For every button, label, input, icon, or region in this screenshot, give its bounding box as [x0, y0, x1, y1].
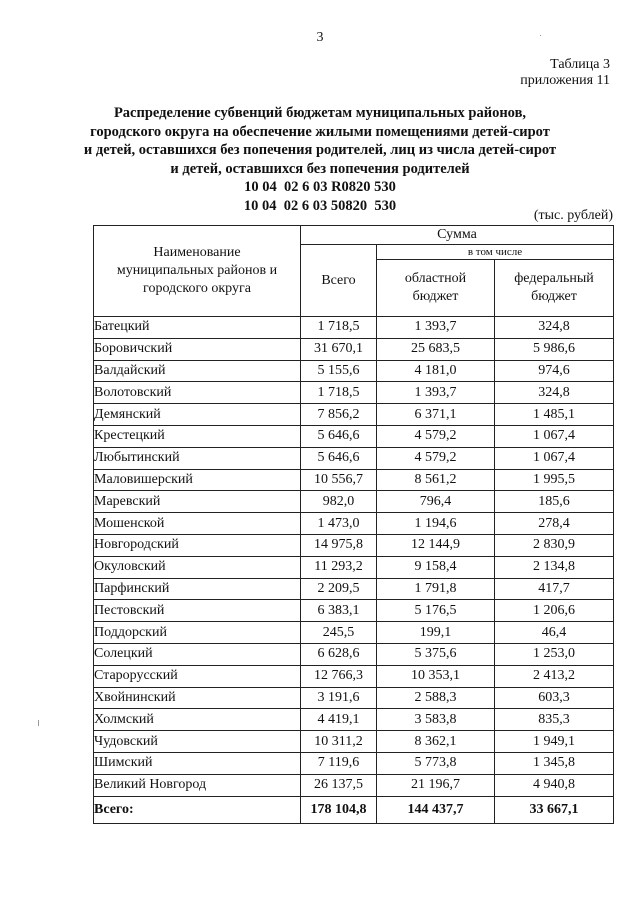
regional-amount: 25 683,5 — [377, 338, 495, 360]
header-name-line3: городского округа — [143, 281, 251, 296]
district-name: Хвойнинский — [94, 687, 301, 709]
district-name: Новгородский — [94, 534, 301, 556]
scan-mark — [38, 720, 39, 726]
total-row-sum: 178 104,8 — [301, 796, 377, 823]
district-name: Солецкий — [94, 643, 301, 665]
regional-amount: 4 579,2 — [377, 425, 495, 447]
district-name: Старорусский — [94, 665, 301, 687]
page-number: 3 — [316, 30, 324, 45]
table-row — [94, 774, 614, 796]
federal-amount: 835,3 — [495, 709, 614, 731]
federal-amount: 1 485,1 — [495, 404, 614, 426]
federal-amount: 4 940,8 — [495, 774, 614, 796]
federal-amount: 974,6 — [495, 360, 614, 382]
total-row-regional: 144 437,7 — [377, 796, 495, 823]
regional-amount: 6 371,1 — [377, 404, 495, 426]
federal-amount: 324,8 — [495, 382, 614, 404]
table-row — [94, 491, 614, 513]
total-amount: 1 718,5 — [301, 317, 377, 339]
federal-amount: 2 830,9 — [495, 534, 614, 556]
total-amount: 31 670,1 — [301, 338, 377, 360]
total-row — [94, 796, 614, 823]
table-row — [94, 469, 614, 491]
total-amount: 982,0 — [301, 491, 377, 513]
federal-amount: 1 067,4 — [495, 447, 614, 469]
header-regional-line1: областной — [404, 271, 467, 286]
regional-amount: 3 583,8 — [377, 709, 495, 731]
district-name: Парфинский — [94, 578, 301, 600]
regional-amount: 1 791,8 — [377, 578, 495, 600]
total-amount: 5 646,6 — [301, 447, 377, 469]
district-name: Поддорский — [94, 622, 301, 644]
regional-amount: 1 393,7 — [377, 382, 495, 404]
table-row — [94, 447, 614, 469]
federal-amount: 1 206,6 — [495, 600, 614, 622]
table-row — [94, 556, 614, 578]
header-federal-budget — [495, 260, 614, 317]
header-regional-line2: бюджет — [412, 289, 459, 304]
total-row-federal: 33 667,1 — [495, 796, 614, 823]
federal-amount: 1 253,0 — [495, 643, 614, 665]
title-line-2: городского округа на обеспечение жилыми помещениями детей-сирот — [90, 123, 550, 140]
table-row — [94, 665, 614, 687]
table-row — [94, 338, 614, 360]
scan-speck — [540, 35, 541, 36]
district-name: Крестецкий — [94, 425, 301, 447]
table-row — [94, 687, 614, 709]
document-title — [60, 104, 580, 215]
units-label: (тыс. рублей) — [533, 208, 613, 223]
subsidy-table — [93, 225, 614, 824]
header-name — [94, 226, 301, 317]
total-amount: 5 646,6 — [301, 425, 377, 447]
regional-amount: 1 194,6 — [377, 513, 495, 535]
federal-amount: 324,8 — [495, 317, 614, 339]
regional-amount: 2 588,3 — [377, 687, 495, 709]
district-name: Валдайский — [94, 360, 301, 382]
regional-amount: 796,4 — [377, 491, 495, 513]
regional-amount: 1 393,7 — [377, 317, 495, 339]
table-row — [94, 360, 614, 382]
table-row — [94, 622, 614, 644]
district-name: Маревский — [94, 491, 301, 513]
regional-amount: 5 375,6 — [377, 643, 495, 665]
title-line-1: Распределение субвенций бюджетам муниципальных районов, — [113, 105, 527, 121]
table-row — [94, 425, 614, 447]
table-row — [94, 382, 614, 404]
table-row — [94, 513, 614, 535]
district-name: Демянский — [94, 404, 301, 426]
table-row — [94, 600, 614, 622]
table-ref-line1: Таблица 3 — [550, 57, 610, 72]
header-sum: Сумма — [301, 226, 614, 245]
table-row — [94, 709, 614, 731]
title-line-4: и детей, оставшихся без попечения родителей — [170, 160, 470, 177]
total-amount: 6 383,1 — [301, 600, 377, 622]
total-amount: 26 137,5 — [301, 774, 377, 796]
regional-amount: 8 362,1 — [377, 731, 495, 753]
federal-amount: 2 134,8 — [495, 556, 614, 578]
table-row — [94, 752, 614, 774]
header-name-line2: муниципальных районов и — [116, 263, 278, 278]
regional-amount: 199,1 — [377, 622, 495, 644]
table-row — [94, 643, 614, 665]
header-federal-line1: федеральный — [514, 271, 594, 286]
table-ref-line2: приложения 11 — [520, 73, 610, 88]
total-amount: 5 155,6 — [301, 360, 377, 382]
total-amount: 10 311,2 — [301, 731, 377, 753]
header-federal-line2: бюджет — [531, 289, 577, 304]
title-line-3: и детей, оставшихся без попечения родителей, лиц из числа детей-сирот — [83, 142, 557, 158]
total-amount: 4 419,1 — [301, 709, 377, 731]
district-name: Пестовский — [94, 600, 301, 622]
federal-amount: 1 949,1 — [495, 731, 614, 753]
district-name: Холмский — [94, 709, 301, 731]
regional-amount: 21 196,7 — [377, 774, 495, 796]
table-row — [94, 404, 614, 426]
district-name: Шимский — [94, 752, 301, 774]
total-amount: 12 766,3 — [301, 665, 377, 687]
regional-amount: 5 773,8 — [377, 752, 495, 774]
table-row — [94, 317, 614, 339]
total-amount: 6 628,6 — [301, 643, 377, 665]
regional-amount: 12 144,9 — [377, 534, 495, 556]
federal-amount: 46,4 — [495, 622, 614, 644]
federal-amount: 1 067,4 — [495, 425, 614, 447]
table-body — [94, 317, 614, 797]
district-name: Любытинский — [94, 447, 301, 469]
regional-amount: 4 181,0 — [377, 360, 495, 382]
budget-code-2: 10 04 02 6 03 50820 530 — [243, 197, 397, 214]
federal-amount: 417,7 — [495, 578, 614, 600]
header-including: в том числе — [377, 245, 614, 260]
district-name: Великий Новгород — [94, 774, 301, 796]
total-amount: 2 209,5 — [301, 578, 377, 600]
district-name: Окуловский — [94, 556, 301, 578]
total-amount: 7 119,6 — [301, 752, 377, 774]
regional-amount: 4 579,2 — [377, 447, 495, 469]
total-amount: 11 293,2 — [301, 556, 377, 578]
federal-amount: 185,6 — [495, 491, 614, 513]
federal-amount: 603,3 — [495, 687, 614, 709]
district-name: Боровичский — [94, 338, 301, 360]
table-row — [94, 534, 614, 556]
total-row-label: Всего: — [94, 796, 301, 823]
federal-amount: 278,4 — [495, 513, 614, 535]
total-amount: 10 556,7 — [301, 469, 377, 491]
total-amount: 7 856,2 — [301, 404, 377, 426]
total-amount: 1 473,0 — [301, 513, 377, 535]
federal-amount: 2 413,2 — [495, 665, 614, 687]
header-regional-budget — [377, 260, 495, 317]
district-name: Волотовский — [94, 382, 301, 404]
table-reference — [520, 57, 610, 89]
header-total: Всего — [301, 245, 377, 317]
total-amount: 1 718,5 — [301, 382, 377, 404]
regional-amount: 9 158,4 — [377, 556, 495, 578]
header-name-line1: Наименование — [153, 245, 241, 260]
district-name: Батецкий — [94, 317, 301, 339]
total-amount: 14 975,8 — [301, 534, 377, 556]
federal-amount: 1 995,5 — [495, 469, 614, 491]
table-row — [94, 731, 614, 753]
budget-code-1: 10 04 02 6 03 R0820 530 — [244, 179, 396, 195]
total-amount: 3 191,6 — [301, 687, 377, 709]
district-name: Мошенской — [94, 513, 301, 535]
total-amount: 245,5 — [301, 622, 377, 644]
federal-amount: 5 986,6 — [495, 338, 614, 360]
district-name: Маловишерский — [94, 469, 301, 491]
regional-amount: 8 561,2 — [377, 469, 495, 491]
regional-amount: 10 353,1 — [377, 665, 495, 687]
federal-amount: 1 345,8 — [495, 752, 614, 774]
regional-amount: 5 176,5 — [377, 600, 495, 622]
table-row — [94, 578, 614, 600]
district-name: Чудовский — [94, 731, 301, 753]
